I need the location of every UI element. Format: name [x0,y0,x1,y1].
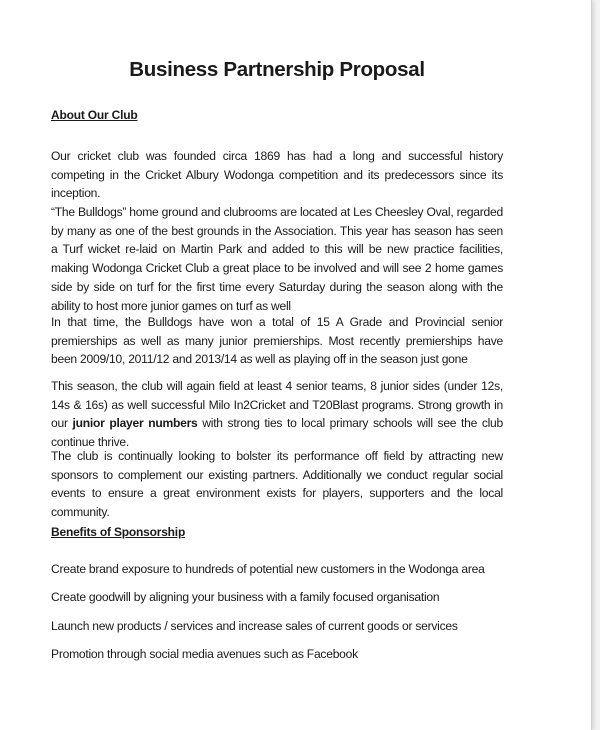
paragraph-teams-emphasis: junior player numbers [72,416,198,431]
section-heading-benefits: Benefits of Sponsorship [51,525,186,539]
paragraph-history: Our cricket club was founded circa 1869 has had a long and successful history competing in the Cricket Albury Wodonga competition and its predecessors since its inception. [51,149,503,201]
paragraph-sponsors: The club is continually looking to bolster its performance off field by attracting new sponsors to complement our existing partners. Additionally we conduct regular social events to ensure a great environment exists for players, supporters and the local community. [51,449,503,520]
section-heading-about: About Our Club [51,108,138,122]
paragraph-teams-start: This season, the club will again field at least 4 senior teams, 8 junior sides (under 12s, 14s & 16s) as well successful Milo In2Cricket and T20Blast programs. Strong growth in our [51,379,503,431]
benefit-item: Launch new products / services and increase sales of current goods or services [51,619,458,633]
benefit-item: Create goodwill by aligning your business with a family focused organisation [51,590,440,604]
paragraph-teams [51,377,503,452]
benefit-item: Create brand exposure to hundreds of potential new customers in the Wodonga area [51,562,485,576]
paragraph-premierships: In that time, the Bulldogs have won a total of 15 A Grade and Provincial senior premierships as well as many junior premierships. Most recently premierships have been 2009/10, 2011/12 and 2013/14 as well as playing off in the season just gone [51,315,503,367]
paragraph-home-ground: “The Bulldogs” home ground and clubrooms are located at Les Cheesley Oval, regarded by many as one of the best grounds in the Association. This year has season has seen a Turf wicket re-laid on Martin Park and added to this will be new practice facilities, making Wodonga Cricket Club a great place to be involved and will see 2 home games side by side on turf for the first time every Saturday during the season along with the ability to host more junior games on turf as well [51,205,503,313]
paragraph-teams-end: with strong ties to local primary schools will see the club continue thrive. [51,416,504,450]
document-title: Business Partnership Proposal [129,58,425,81]
benefit-item: Promotion through social media avenues such as Facebook [51,647,358,661]
